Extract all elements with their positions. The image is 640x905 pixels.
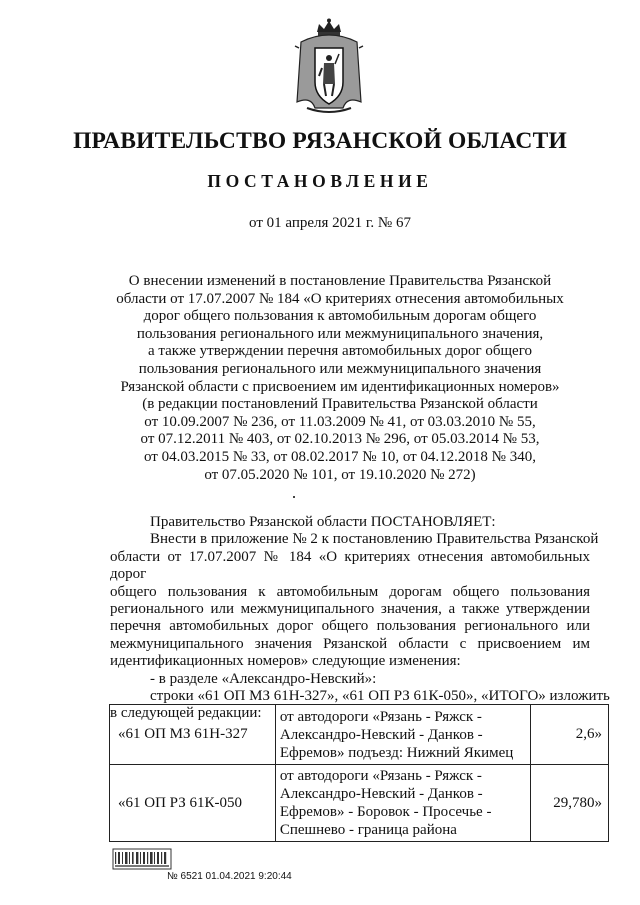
registration-number: № 6521 01.04.2021 9:20:44 — [167, 871, 292, 882]
road-name-cell — [275, 705, 531, 765]
paragraph-line: перечня автомобильных дорог общего пользования регионального или — [110, 618, 590, 635]
table-row — [110, 765, 609, 842]
rows-instruction: строки «61 ОП МЗ 61Н-327», «61 ОП РЗ 61К-050», «ИТОГО» изложить — [150, 688, 610, 705]
paragraph-line: области от 17.07.2007 № 184 «О критериях отнесения автомобильных дорог — [110, 548, 590, 583]
road-name-line: Ефремов» подъезд: Нижний Якимец — [279, 744, 514, 761]
document-date: от 01 апреля 2021 г. № 67 — [249, 215, 411, 231]
subject-line: от 04.03.2015 № 33, от 08.02.2017 № 10, от 04.12.2018 № 340, — [143, 448, 536, 465]
registration-footer — [112, 848, 322, 888]
road-name-line: Ефремов» - Боровок - Просечье - — [279, 804, 492, 820]
subject-line: от 07.12.2011 № 403, от 02.10.2013 № 296, от 05.03.2014 № 53, — [140, 431, 540, 448]
document-type: ПОСТАНОВЛЕНИЕ — [207, 171, 433, 191]
document-subject — [100, 273, 580, 484]
subject-line: дорог общего пользования к автомобильным дорогам общего — [143, 308, 537, 325]
road-name-line: от автодороги «Рязань - Ряжск - — [279, 768, 482, 784]
road-name-line: Александро-Невский - Данков - — [279, 786, 483, 802]
paragraph-line: регионального или межмуниципального значения, а также утверждении — [110, 601, 590, 618]
subject-line: области от 17.07.2007 № 184 «О критериях отнесения автомобильных — [116, 290, 564, 307]
paragraph-line: Внести в приложение № 2 к постановлению Правительства Рязанской — [150, 531, 599, 548]
subject-line: Рязанской области с присвоением им идентификационных номеров» — [120, 378, 560, 395]
subject-line: а также утверждении перечня автомобильных дорог общего — [148, 343, 532, 360]
subject-line: от 10.09.2007 № 236, от 11.03.2009 № 41, от 03.03.2010 № 55, — [144, 413, 536, 430]
decree-body — [110, 514, 610, 723]
subject-line: О внесении изменений в постановление Правительства Рязанской — [128, 273, 552, 289]
coat-of-arms-icon — [291, 18, 367, 116]
rows-instruction: в следующей редакции: — [110, 705, 262, 722]
road-name-line: Спешнево - граница района — [279, 822, 457, 838]
scan-dot — [293, 496, 295, 498]
road-length-cell: 2,6» — [531, 705, 609, 765]
paragraph-line: общего пользования к автомобильным дорогам общего пользования — [110, 583, 590, 600]
subject-line: от 07.05.2020 № 101, от 19.10.2020 № 272) — [204, 466, 476, 483]
section-line: - в разделе «Александро-Невский»: — [150, 670, 377, 687]
road-name-line: от автодороги «Рязань - Ряжск - — [279, 708, 482, 725]
road-id-cell: «61 ОП РЗ 61К-050 — [110, 765, 276, 842]
paragraph-line: идентификационных номеров» следующие изменения: — [110, 653, 461, 670]
subject-line: пользования регионального или межмуниципального значения, — [136, 325, 544, 342]
road-id-cell: «61 ОП МЗ 61Н-327 — [110, 705, 276, 765]
subject-line: пользования регионального или межмуниципального значения — [138, 360, 542, 377]
barcode-stamp-icon — [112, 848, 172, 870]
roads-table — [109, 704, 609, 842]
road-name-cell — [275, 765, 531, 842]
subject-line: (в редакции постановлений Правительства Рязанской области — [142, 396, 538, 413]
paragraph-line: межмуниципального значения Рязанской области с присвоением им — [110, 635, 590, 652]
resolves-line: Правительство Рязанской области ПОСТАНОВЛЯЕТ: — [150, 514, 496, 530]
road-length-cell: 29,780» — [531, 765, 609, 842]
road-name-line: Александро-Невский - Данков - — [279, 726, 483, 743]
table-row — [110, 705, 609, 765]
government-title: ПРАВИТЕЛЬСТВО РЯЗАНСКОЙ ОБЛАСТИ — [73, 128, 567, 154]
